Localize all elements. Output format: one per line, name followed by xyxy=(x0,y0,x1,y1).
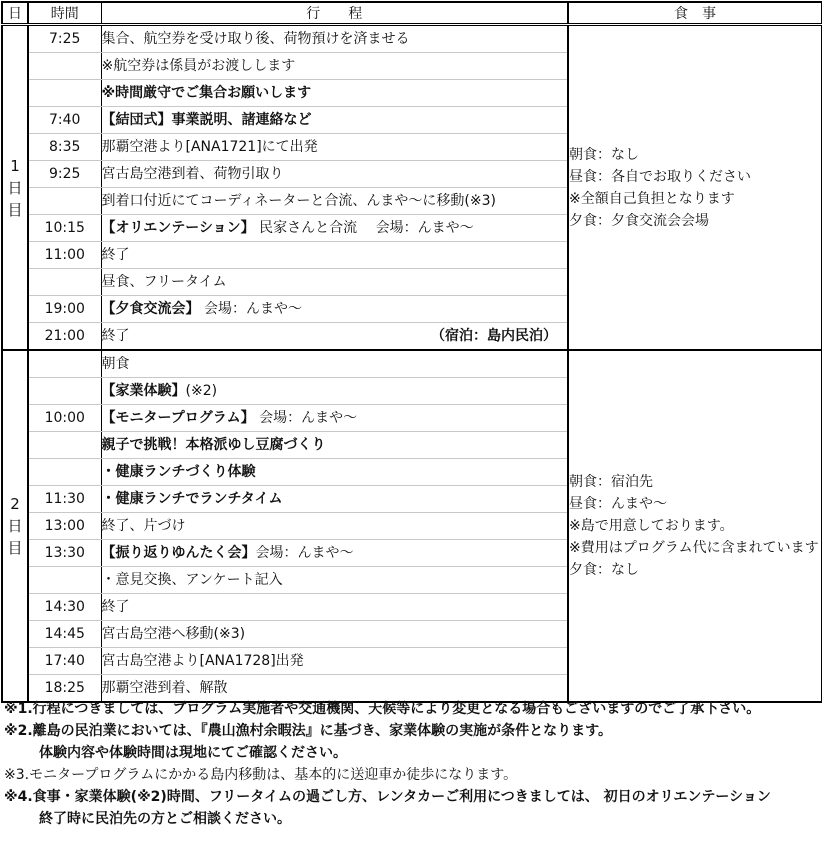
time-cell: 21:00 xyxy=(28,323,101,351)
header-time: 時間 xyxy=(28,2,101,25)
itinerary-text: 会場：んまや～ xyxy=(254,410,358,426)
itinerary-text-bold: ・健康ランチでランチタイム xyxy=(101,491,283,507)
itinerary-cell xyxy=(101,242,568,269)
itinerary-cell xyxy=(101,486,568,513)
header-itinerary: 行 程 xyxy=(101,2,568,25)
time-cell xyxy=(28,567,101,594)
time-cell xyxy=(28,269,101,296)
itinerary-text: 朝食 xyxy=(101,356,130,372)
schedule-row xyxy=(2,25,822,53)
meal-line: ※島で用意しております。 xyxy=(569,518,734,534)
time-cell: 7:25 xyxy=(28,25,101,53)
itinerary-cell xyxy=(101,323,568,351)
itinerary-text: 民家さんと合流 会場：んまや～ xyxy=(254,220,474,236)
itinerary-text: 昼食、フリータイム xyxy=(101,274,227,290)
footnote: 体験内容や体験時間は現地にてご確認ください。 xyxy=(39,745,347,761)
header-day: 日 xyxy=(2,2,28,25)
time-cell: 14:30 xyxy=(28,594,101,621)
itinerary-text-bold: ※時間厳守でご集合お願いします xyxy=(101,85,312,101)
time-cell: 13:00 xyxy=(28,513,101,540)
header-row xyxy=(2,2,822,25)
itinerary-cell xyxy=(101,161,568,188)
time-cell: 19:00 xyxy=(28,296,101,323)
meal-line: 夕食：夕食交流会会場 xyxy=(569,212,709,229)
itinerary-text-bold: 親子で挑戦！本格派ゆし豆腐づくり xyxy=(101,437,326,453)
itinerary-text-bold: 【モニタープログラム】 xyxy=(101,410,255,426)
time-cell: 10:00 xyxy=(28,405,101,432)
itinerary-cell xyxy=(101,540,568,567)
meal-line: 朝食：なし xyxy=(569,146,639,163)
footnote: 終了時に民泊先の方とご相談ください。 xyxy=(39,811,291,827)
meal-line: ※費用はプログラム代に含まれています xyxy=(569,540,819,556)
header-meals: 食 事 xyxy=(568,2,822,25)
day-label xyxy=(2,350,28,702)
time-cell: 8:35 xyxy=(28,134,101,161)
itinerary-text: 会場：んまや～ xyxy=(199,301,302,317)
itinerary-text: 終了 xyxy=(101,599,130,615)
itinerary-text-bold: ・健康ランチづくり体験 xyxy=(101,464,256,480)
itinerary-text-bold: 【結団式】事業説明、諸連絡など xyxy=(101,112,312,128)
time-cell: 11:30 xyxy=(28,486,101,513)
itinerary-text: 到着口付近にてコーディネーターと合流、んまや～に移動(※3) xyxy=(101,193,496,209)
itinerary-text-bold: 【振り返りゆんたく会】 xyxy=(101,545,256,561)
time-cell xyxy=(28,459,101,486)
itinerary-text: 終了、片づけ xyxy=(101,518,186,534)
schedule-row xyxy=(2,350,822,378)
itinerary-text-bold: 【オリエンテーション】 xyxy=(101,220,255,236)
itinerary-cell xyxy=(101,378,568,405)
time-cell: 10:15 xyxy=(28,215,101,242)
time-cell: 13:30 xyxy=(28,540,101,567)
footnote: ※1.行程につきましては、プログラム実施者や交通機関、天候等により変更となる場合もございますのでご了承下さい。 xyxy=(4,701,761,717)
day-label-char: 目 xyxy=(7,200,23,219)
time-cell xyxy=(28,378,101,405)
itinerary-cell xyxy=(101,296,568,323)
itinerary-text: 宮古島空港より[ANA1728]出発 xyxy=(101,653,304,669)
itinerary-text-bold: 【夕食交流会】 xyxy=(101,301,200,317)
itinerary-cell xyxy=(101,215,568,242)
itinerary-cell xyxy=(101,134,568,161)
footnote: ※4.食事・家業体験(※2)時間、フリータイムの過ごし方、レンタカーご利用につきましては、 初日のオリエンテーション xyxy=(4,789,771,805)
day-label-char: 日 xyxy=(7,517,23,535)
itinerary-text: 宮古島空港到着、荷物引取り xyxy=(101,166,284,182)
time-cell xyxy=(28,188,101,215)
itinerary-cell xyxy=(101,188,568,215)
footnote: ※3.モニタープログラムにかかる島内移動は、基本的に送迎車か徒歩になります。 xyxy=(4,767,518,783)
itinerary-cell xyxy=(101,594,568,621)
itinerary-text: 会場：んまや～ xyxy=(255,545,354,561)
itinerary-text: 那覇空港到着、解散 xyxy=(101,680,228,696)
time-cell: 17:40 xyxy=(28,648,101,675)
itinerary-cell xyxy=(101,648,568,675)
day-label-char: 目 xyxy=(7,539,23,557)
itinerary-cell xyxy=(101,80,568,107)
itinerary-text-bold: 【家業体験】 xyxy=(101,383,186,399)
itinerary-text: 集合、航空券を受け取り後、荷物預けを済ませる xyxy=(101,31,410,47)
itinerary-cell xyxy=(101,513,568,540)
meal-line: 朝食：宿泊先 xyxy=(569,474,653,490)
time-cell xyxy=(28,350,101,378)
day-label xyxy=(2,25,28,351)
lodging-note: （宿泊：島内民泊） xyxy=(431,328,557,344)
time-cell: 18:25 xyxy=(28,675,101,703)
footnotes xyxy=(4,698,820,830)
itinerary-cell xyxy=(101,350,568,378)
meal-line: 昼食：各自でお取りください xyxy=(569,168,751,185)
itinerary-cell xyxy=(101,459,568,486)
schedule-table xyxy=(1,1,822,703)
day-label-char: 日 xyxy=(7,178,23,197)
schedule-body xyxy=(2,25,822,703)
itinerary-cell xyxy=(101,567,568,594)
meal-line: 夕食：なし xyxy=(569,562,639,578)
itinerary-cell xyxy=(101,405,568,432)
itinerary-cell xyxy=(101,621,568,648)
itinerary-cell xyxy=(101,269,568,296)
time-cell: 9:25 xyxy=(28,161,101,188)
itinerary-cell xyxy=(101,25,568,53)
itinerary-text: 宮古島空港へ移動(※3) xyxy=(101,626,246,642)
itinerary-text: (※2) xyxy=(185,383,218,399)
time-cell: 7:40 xyxy=(28,107,101,134)
meal-line: 昼食：んまや～ xyxy=(569,496,667,512)
time-cell xyxy=(28,432,101,459)
footnote: ※2.離島の民泊業においては、『農山漁村余暇法』に基づき、家業体験の実施が条件となります。 xyxy=(4,723,612,739)
itinerary-text: 那覇空港より[ANA1721]にて出発 xyxy=(101,139,318,155)
itinerary-cell xyxy=(101,107,568,134)
meals-cell xyxy=(568,25,822,351)
itinerary-text: 終了 xyxy=(101,328,130,344)
meal-line: ※全額自己負担となります xyxy=(569,190,735,207)
itinerary-cell xyxy=(101,53,568,80)
itinerary-text: 終了 xyxy=(101,247,130,263)
time-cell: 11:00 xyxy=(28,242,101,269)
day-label-char: 1 xyxy=(10,156,20,175)
time-cell xyxy=(28,53,101,80)
itinerary-text: ・意見交換、アンケート記入 xyxy=(101,572,283,588)
time-cell: 14:45 xyxy=(28,621,101,648)
time-cell xyxy=(28,80,101,107)
day-label-char: 2 xyxy=(10,495,20,513)
itinerary-cell xyxy=(101,432,568,459)
itinerary-text: ※航空券は係員がお渡しします xyxy=(101,58,296,74)
meals-cell xyxy=(568,350,822,702)
